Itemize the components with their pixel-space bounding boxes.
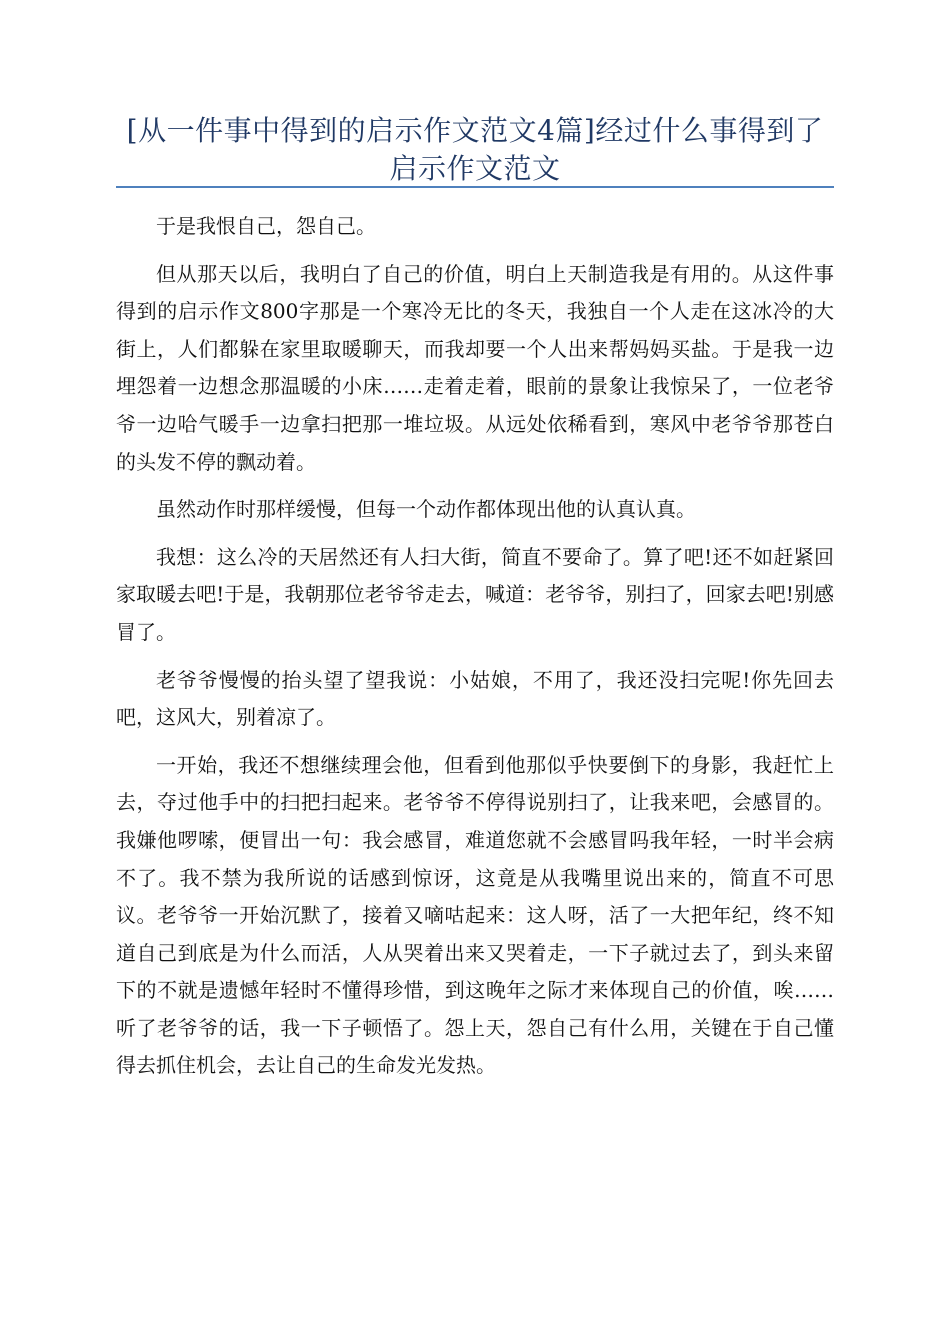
title-block [116,112,834,188]
document-title: [从一件事中得到的启示作文范文4篇]经过什么事得到了启示作文范文 [126,114,824,185]
paragraph-2: 但从那天以后，我明白了自己的价值，明白上天制造我是有用的。从这件事得到的启示作文800字那是一个寒冷无比的冬天，我独自一个人走在这冰冷的大街上，人们都躲在家里取暖聊天，而我却要一个人出来帮妈妈买盐。于是我一边埋怨着一边想念那温暖的小床……走着走着，眼前的景象让我惊呆了，一位老爷爷一边哈气暖手一边拿扫把那一堆垃圾。从远处依稀看到，寒风中老爷爷那苍白的头发不停的飘动着。 [116,261,834,474]
title-divider [116,186,834,188]
paragraph-6: 一开始，我还不想继续理会他，但看到他那似乎快要倒下的身影，我赶忙上去，夺过他手中的扫把扫起来。老爷爷不停得说别扫了，让我来吧，会感冒的。我嫌他啰嗦，便冒出一句：我会感冒，难道您就不会感冒吗我年轻，一时半会病不了。我不禁为我所说的话感到惊讶，这竟是从我嘴里说出来的，简直不可思议。老爷爷一开始沉默了，接着又嘀咕起来：这人呀，活了一大把年纪，终不知道自己到底是为什么而活，人从哭着出来又哭着走，一下子就过去了，到头来留下的不就是遗憾年轻时不懂得珍惜，到这晚年之际才来体现自己的价值，唉……听了老爷爷的话，我一下子顿悟了。怨上天，怨自己有什么用，关键在于自己懂得去抓住机会，去让自己的生命发光发热。 [116,752,834,1078]
paragraph-4: 我想：这么冷的天居然还有人扫大街，简直不要命了。算了吧!还不如赶紧回家取暖去吧!于是，我朝那位老爷爷走去，喊道：老爷爷，别扫了，回家去吧!别感冒了。 [116,544,834,644]
paragraph-3: 虽然动作时那样缓慢，但每一个动作都体现出他的认真认真。 [156,497,696,522]
paragraph-1: 于是我恨自己，怨自己。 [156,214,376,238]
paragraph-5: 老爷爷慢慢的抬头望了望我说：小姑娘，不用了，我还没扫完呢!你先回去吧，这风大，别着凉了。 [116,667,834,730]
document-body [116,208,834,1095]
